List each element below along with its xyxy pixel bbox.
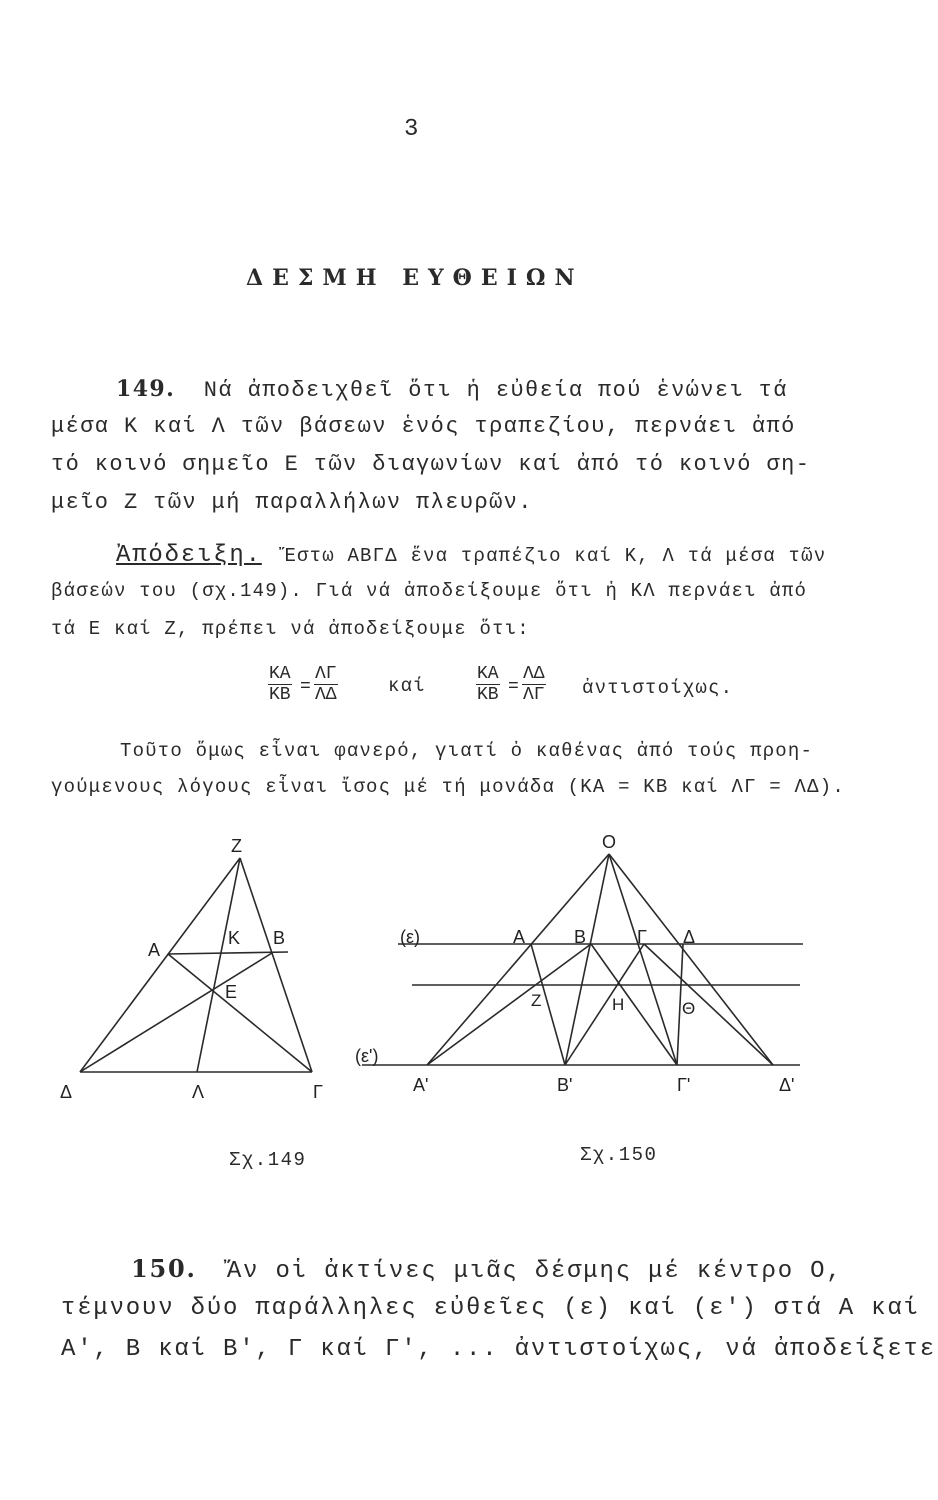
figure-149-caption: Σχ.149 [229, 1149, 307, 1171]
fraction-numerator: ΛΓ [315, 664, 337, 684]
point-d-prime-label: Δ' [779, 1075, 795, 1095]
problem-150-line-3: Α', Β καί Β', Γ καί Γ', ... ἀντιστοίχως, νά ἀποδείξετε [61, 1336, 936, 1363]
point-b-label: Β [574, 927, 587, 947]
problem-149-line-2: μέσα Κ καί Λ τῶν βάσεων ἑνός τραπεζίου, περνάει ἀπό [51, 414, 796, 439]
page-number: 3 [404, 116, 419, 143]
proof-line-1 [116, 542, 826, 569]
problem-150-line-1 [131, 1254, 843, 1285]
figure-150-caption: Σχ.150 [580, 1144, 658, 1166]
problem-149-line-3: τό κοινό σημεῖο Ε τῶν διαγωνίων καί ἀπό τό κοινό ση- [51, 452, 811, 477]
proof-line-4: Τοῦτο ὅμως εἶναι φανερό, γιατί ὁ καθένας ἀπό τούς προη- [120, 740, 814, 762]
fraction-ka-kb-2 [476, 664, 500, 705]
point-d-label: Δ [683, 927, 696, 947]
problem-150-line-2: τέμνουν δύο παράλληλες εὐθεῖες (ε) καί (ε') στά Α καί [61, 1295, 920, 1322]
point-theta-label: Θ [682, 999, 696, 1018]
problem-number-150: 150. [131, 1254, 197, 1283]
point-b-prime-label: Β' [557, 1075, 573, 1095]
and-word: καί [388, 675, 426, 697]
fraction-ld-lg [522, 664, 546, 705]
point-g-label: Γ [313, 1082, 323, 1102]
problem-149-line-1 [116, 376, 788, 403]
point-h-label: Η [612, 995, 625, 1014]
fraction-numerator: ΚΑ [269, 664, 291, 684]
figure-150 [350, 825, 810, 1110]
proof-text-1: Ἔστω ΑΒΓΔ ἕνα τραπέζιο καί Κ, Λ τά μέσα τῶν [284, 545, 827, 567]
point-b-label: Β [273, 928, 286, 948]
point-d-label: Δ [60, 1082, 73, 1102]
equals-sign: = [300, 677, 311, 697]
fraction-lg-ld [314, 664, 338, 705]
fraction-denominator: ΚΒ [269, 685, 291, 705]
point-k-label: Κ [228, 928, 241, 948]
point-g-label: Γ [637, 927, 647, 947]
fraction-numerator: ΛΔ [523, 664, 545, 684]
proof-line-2: βάσεών του (σχ.149). Γιά νά ἀποδείξουμε ὅτι ἡ ΚΛ περνάει ἀπό [51, 580, 808, 602]
point-o-label: Ο [602, 832, 617, 852]
point-a-label: Α [148, 940, 161, 960]
fraction-ka-kb [268, 664, 292, 705]
proof-line-3: τά Ε καί Ζ, πρέπει νά ἀποδείξουμε ὅτι: [51, 618, 530, 640]
proof-line-5: γούμενους λόγους εἶναι ἴσος μέ τή μονάδα (ΚΑ = ΚΒ καί ΛΓ = ΛΔ). [51, 776, 845, 798]
point-a-prime-label: Α' [413, 1075, 429, 1095]
problem-number-149: 149. [116, 376, 176, 402]
point-g-prime-label: Γ' [677, 1075, 691, 1095]
respectively-word: ἀντιστοίχως. [582, 677, 734, 699]
point-a-label: Α [513, 927, 526, 947]
figure-149 [40, 825, 350, 1110]
equals-sign: = [508, 677, 519, 697]
problem-149-line-4: μεῖο Ζ τῶν μή παραλλήλων πλευρῶν. [51, 490, 533, 515]
line-e-prime-label: (ε') [355, 1046, 379, 1066]
point-l-label: Λ [192, 1082, 205, 1102]
fraction-numerator: ΚΑ [477, 664, 499, 684]
problem-149-text-1: Νά ἀποδειχθεῖ ὅτι ἡ εὐθεία πού ἑνώνει τά [203, 378, 788, 403]
fraction-denominator: ΚΒ [477, 685, 499, 705]
fraction-denominator: ΛΓ [523, 685, 545, 705]
problem-150-text-1: Ἄν οἱ ἀκτίνες μιᾶς δέσμης μέ κέντρο Ο, [226, 1258, 843, 1285]
point-e-label: Ε [225, 982, 238, 1002]
fraction-denominator: ΛΔ [315, 685, 337, 705]
point-z-label: Ζ [231, 836, 242, 856]
section-heading: ΔΕΣΜΗ ΕΥΘΕΙΩΝ [246, 265, 584, 291]
proof-label: Ἀπόδειξη. [116, 542, 262, 569]
point-z-label: Ζ [531, 991, 542, 1010]
line-e-label: (ε) [400, 927, 421, 947]
